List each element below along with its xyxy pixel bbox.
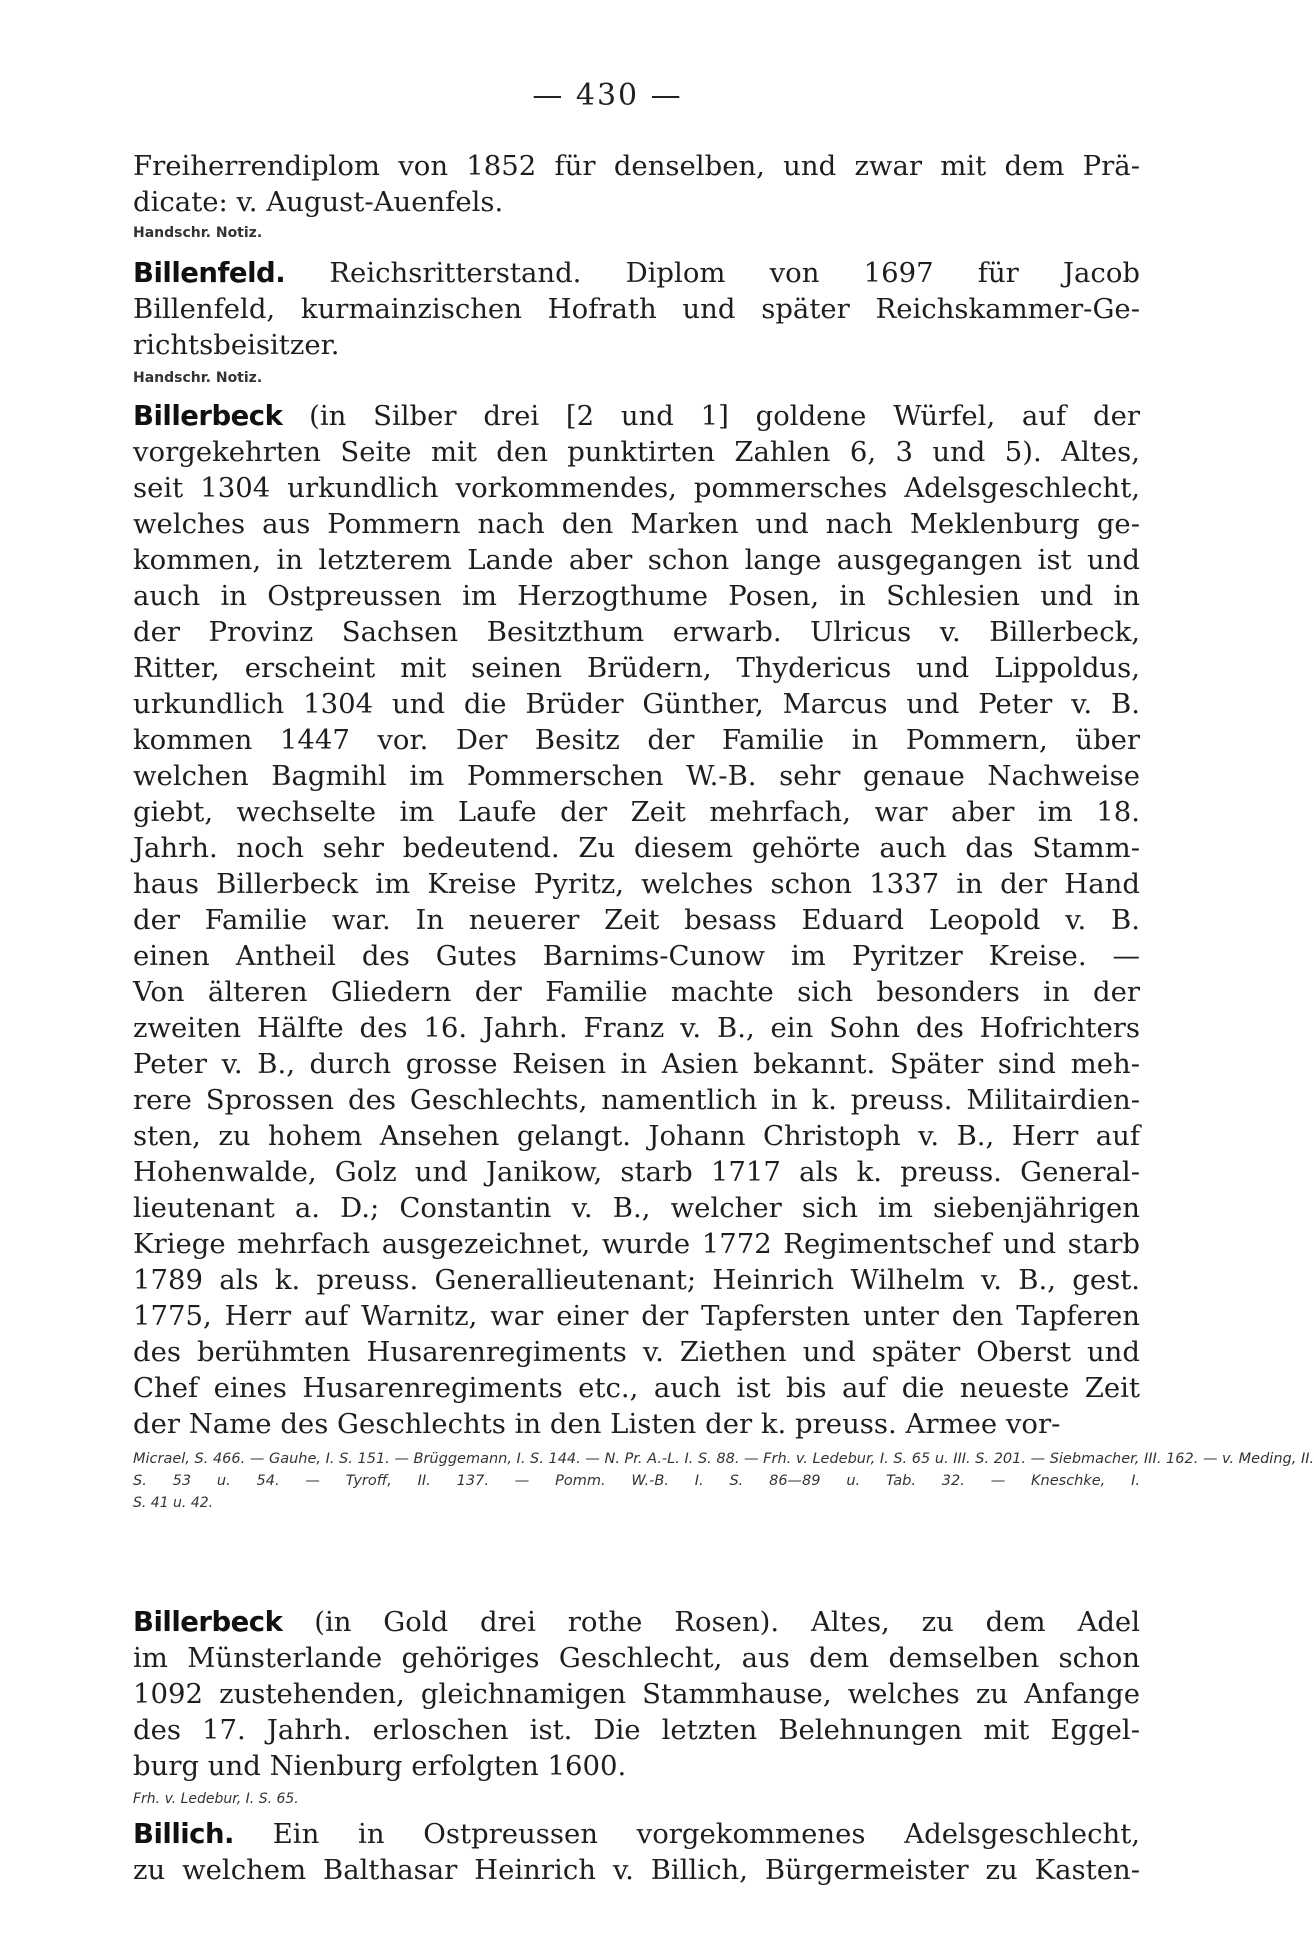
text-line: richtsbeisitzer.	[133, 329, 340, 361]
text-line: zweiten Hälfte des 16. Jahrh. Franz v. B., ein Sohn des Hofrichters	[133, 1012, 1140, 1044]
source-note: S. 41 u. 42.	[133, 1495, 214, 1511]
entry-billenfeld	[133, 255, 1140, 389]
source-note: S. 53 u. 54. — Tyroff, II. 137. — Pomm. W.-B. I. S. 86—89 u. Tab. 32. — Kneschke, I.	[133, 1473, 1140, 1489]
text-line: urkundlich 1304 und die Brüder Günther, Marcus und Peter v. B.	[133, 688, 1140, 720]
text-line: welchen Bagmihl im Pommerschen W.-B. sehr genaue Nachweise	[133, 760, 1140, 792]
text-line: auch in Ostpreussen im Herzogthume Posen, in Schlesien und in	[133, 580, 1140, 612]
text-line: burg und Nienburg erfolgten 1600.	[133, 1750, 627, 1782]
entry-billich	[133, 1816, 1140, 1888]
text-line: welches aus Pommern nach den Marken und nach Meklenburg ge-	[133, 508, 1140, 540]
text-line: giebt, wechselte im Laufe der Zeit mehrfach, war aber im 18.	[133, 796, 1140, 828]
entry-headword: Billerbeck	[133, 400, 283, 432]
text-line: Von älteren Gliedern der Familie machte sich besonders in der	[133, 976, 1140, 1008]
entry-billerbeck-gold	[133, 1604, 1140, 1810]
text-line: der Name des Geschlechts in den Listen der k. preuss. Armee vor-	[133, 1408, 1061, 1440]
text-line: Billerbeck (in Silber drei [2 und 1] goldene Würfel, auf der	[133, 400, 1140, 432]
text-line: seit 1304 urkundlich vorkommendes, pommersches Adelsgeschlecht,	[133, 472, 1140, 504]
text-line: kommen 1447 vor. Der Besitz der Familie in Pommern, über	[133, 724, 1140, 756]
text-line: Kriege mehrfach ausgezeichnet, wurde 1772 Regimentschef und starb	[133, 1228, 1140, 1260]
text-line: des berühmten Husarenregiments v. Ziethen und später Oberst und	[133, 1336, 1140, 1368]
source-note: Micrael, S. 466. — Gauhe, I. S. 151. — Brüggemann, I. S. 144. — N. Pr. A.-L. I. S. 88. — Frh. v. Ledebur, I. S. 65 u. III. S. 201. — Siebmacher, III. 162. — v. Meding, II.	[133, 1451, 1314, 1467]
text-line: kommen, in letzterem Lande aber schon lange ausgegangen ist und	[133, 544, 1140, 576]
text-line: Freiherrendiplom von 1852 für denselben, und zwar mit dem Prä-	[133, 150, 1140, 182]
page-number: — 430 —	[532, 78, 683, 113]
text-line: Billerbeck (in Gold drei rothe Rosen). Altes, zu dem Adel	[133, 1606, 1140, 1638]
text-line: 1789 als k. preuss. Generallieutenant; Heinrich Wilhelm v. B., gest.	[133, 1264, 1140, 1296]
text-line: der Familie war. In neuerer Zeit besass Eduard Leopold v. B.	[133, 904, 1140, 936]
entry-billerbeck-silber	[133, 398, 1314, 1514]
entry-headword: Billenfeld.	[133, 257, 286, 289]
text-line: Billenfeld. Reichsritterstand. Diplom von 1697 für Jacob	[133, 257, 1140, 289]
text-line: dicate: v. August-Auenfels.	[133, 186, 504, 218]
source-note: Handschr. Notiz.	[133, 370, 263, 386]
text-line: 1092 zustehenden, gleichnamigen Stammhause, welches zu Anfange	[133, 1678, 1140, 1710]
text-line: des 17. Jahrh. erloschen ist. Die letzten Belehnungen mit Eggel-	[133, 1714, 1140, 1746]
text-line: Peter v. B., durch grosse Reisen in Asien bekannt. Später sind meh-	[133, 1048, 1140, 1080]
text-line: rere Sprossen des Geschlechts, namentlich in k. preuss. Militairdien-	[133, 1084, 1140, 1116]
text-line: der Provinz Sachsen Besitzthum erwarb. Ulricus v. Billerbeck,	[133, 616, 1140, 648]
text-line: Ritter, erscheint mit seinen Brüdern, Thydericus und Lippoldus,	[133, 652, 1140, 684]
text-line: zu welchem Balthasar Heinrich v. Billich, Bürgermeister zu Kasten-	[133, 1854, 1140, 1886]
text-line: Hohenwalde, Golz und Janikow, starb 1717 als k. preuss. General-	[133, 1156, 1140, 1188]
text-line: haus Billerbeck im Kreise Pyritz, welches schon 1337 in der Hand	[133, 868, 1140, 900]
text-line: 1775, Herr auf Warnitz, war einer der Tapfersten unter den Tapferen	[133, 1300, 1140, 1332]
text-line: im Münsterlande gehöriges Geschlecht, aus dem demselben schon	[133, 1642, 1140, 1674]
text-line: vorgekehrten Seite mit den punktirten Zahlen 6, 3 und 5). Altes,	[133, 436, 1140, 468]
text-line: einen Antheil des Gutes Barnims-Cunow im Pyritzer Kreise. —	[133, 940, 1140, 972]
text-line: Billich. Ein in Ostpreussen vorgekommenes Adelsgeschlecht,	[133, 1818, 1140, 1850]
source-note: Handschr. Notiz.	[133, 225, 263, 241]
text-line: lieutenant a. D.; Constantin v. B., welcher sich im siebenjährigen	[133, 1192, 1140, 1224]
text-line: sten, zu hohem Ansehen gelangt. Johann Christoph v. B., Herr auf	[133, 1120, 1140, 1152]
text-line: Billenfeld, kurmainzischen Hofrath und später Reichskammer-Ge-	[133, 293, 1140, 325]
text-line: Chef eines Husarenregiments etc., auch ist bis auf die neueste Zeit	[133, 1372, 1140, 1404]
text-line: Jahrh. noch sehr bedeutend. Zu diesem gehörte auch das Stamm-	[133, 832, 1140, 864]
entry-headword: Billich.	[133, 1818, 234, 1850]
entry-headword: Billerbeck	[133, 1606, 283, 1638]
source-note: Frh. v. Ledebur, I. S. 65.	[133, 1791, 299, 1807]
entry-continuation	[133, 148, 1140, 244]
